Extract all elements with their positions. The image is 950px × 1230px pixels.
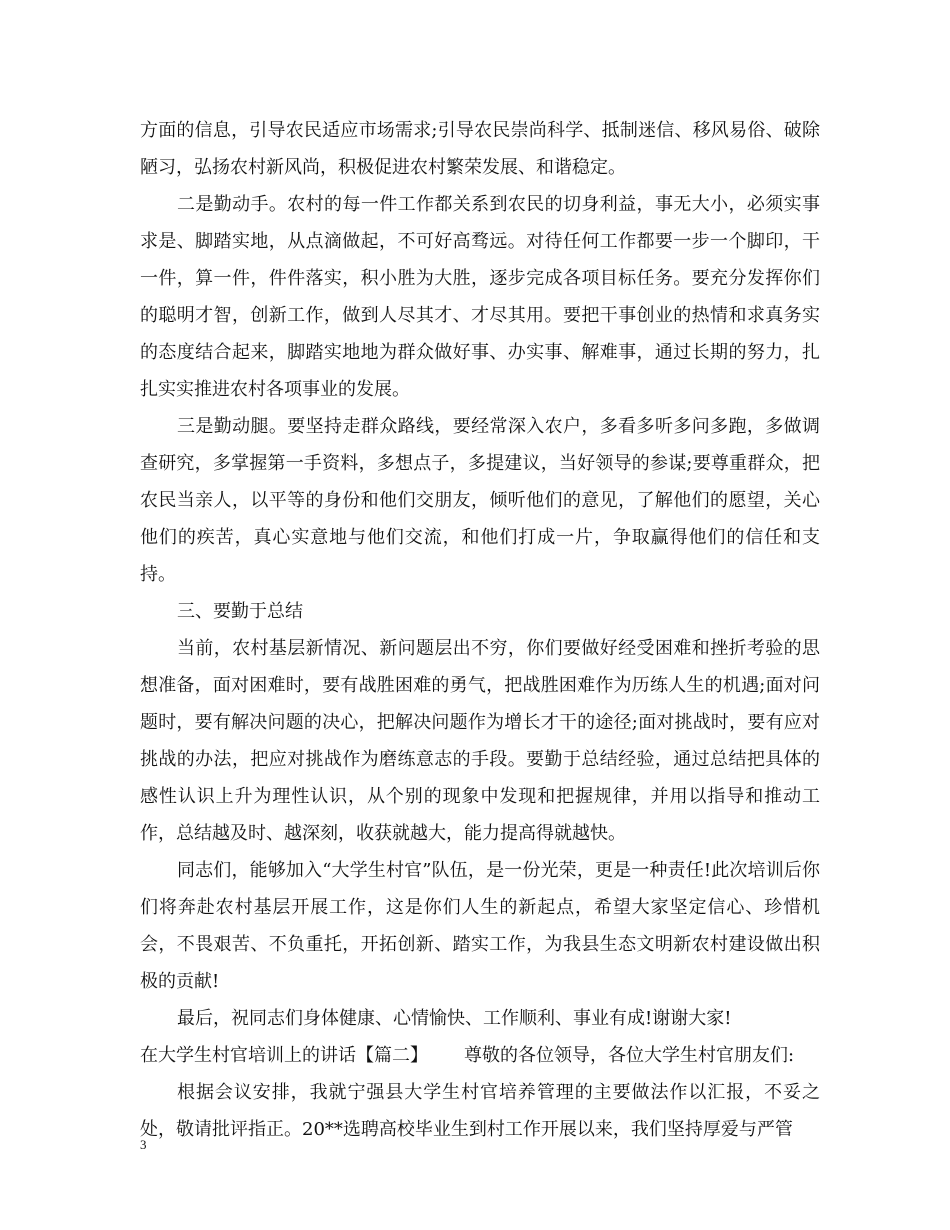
section-title: 在大学生村官培训上的讲话【篇二】 (140, 1045, 428, 1066)
paragraph-summary: 当前，农村基层新情况、新问题层出不穷，你们要做好经受困难和挫折考验的思想准备，面对困难时，要有战胜困难的勇气，把战胜困难作为历练人生的机遇;面对问题时，要有解决问题的决心，把解决问题作为增长才干的途径;面对挑战时，要有应对挑战的办法，把应对挑战作为磨练意志的手段。要勤于总结经验，通过总结把具体的感性认识上升为理性认识，从个别的现象中发现和把握规律，并用以指导和推动工作，总结越及时、越深刻，收获就越大，能力提高得就越快。 (140, 638, 820, 844)
paragraph-closing-wishes: 最后，祝同志们身体健康、心情愉快、工作顺利、事业有成!谢谢大家! (177, 1008, 732, 1029)
page-number: 3 (140, 1137, 147, 1152)
paragraph-third-point: 三是勤动腿。要坚持走群众路线，要经常深入农户，多看多听多问多跑，多做调查研究，多掌握第一手资料，多想点子，多提建议，当好领导的参谋;要尊重群众，把农民当亲人，以平等的身份和他们交朋友，倾听他们的意见，了解他们的愿望，关心他们的疾苦，真心实意地与他们交流，和他们打成一片，争取赢得他们的信任和支持。 (140, 416, 820, 585)
section-heading-summary: 三、要勤于总结 (177, 601, 303, 622)
greeting: 尊敬的各位领导，各位大学生村官朋友们: (464, 1045, 795, 1066)
paragraph-comrades: 同志们，能够加入“大学生村官”队伍，是一份光荣，更是一种责任!此次培训后你们将奔赴农村基层开展工作，这是你们人生的新起点，希望大家坚定信心、珍惜机会，不畏艰苦、不负重托，开拓创新、踏实工作，为我县生态文明新农村建设做出积极的贡献! (140, 860, 820, 992)
paragraph-report-intro: 根据会议安排，我就宁强县大学生村官培养管理的主要做法作以汇报，不妥之处，敬请批评指正。20**选聘高校毕业生到村工作开展以来，我们坚持厚爱与严管 (140, 1082, 820, 1140)
paragraph-second-point: 二是勤动手。农村的每一件工作都关系到农民的切身利益，事无大小，必须实事求是、脚踏实地，从点滴做起，不可好高骛远。对待任何工作都要一步一个脚印，干一件，算一件，件件落实，积小胜为大胜，逐步完成各项目标任务。要充分发挥你们的聪明才智，创新工作，做到人尽其才、才尽其用。要把干事创业的热情和求真务实的态度结合起来，脚踏实地地为群众做好事、办实事、解难事，通过长期的努力，扎扎实实推进农村各项事业的发展。 (140, 194, 820, 400)
paragraph-intro: 方面的信息，引导农民适应市场需求;引导农民崇尚科学、抵制迷信、移风易俗、破除陋习，弘扬农村新风尚，积极促进农村繁荣发展、和谐稳定。 (140, 120, 820, 178)
speech-title-line (140, 1037, 820, 1074)
document-body (140, 112, 820, 1148)
